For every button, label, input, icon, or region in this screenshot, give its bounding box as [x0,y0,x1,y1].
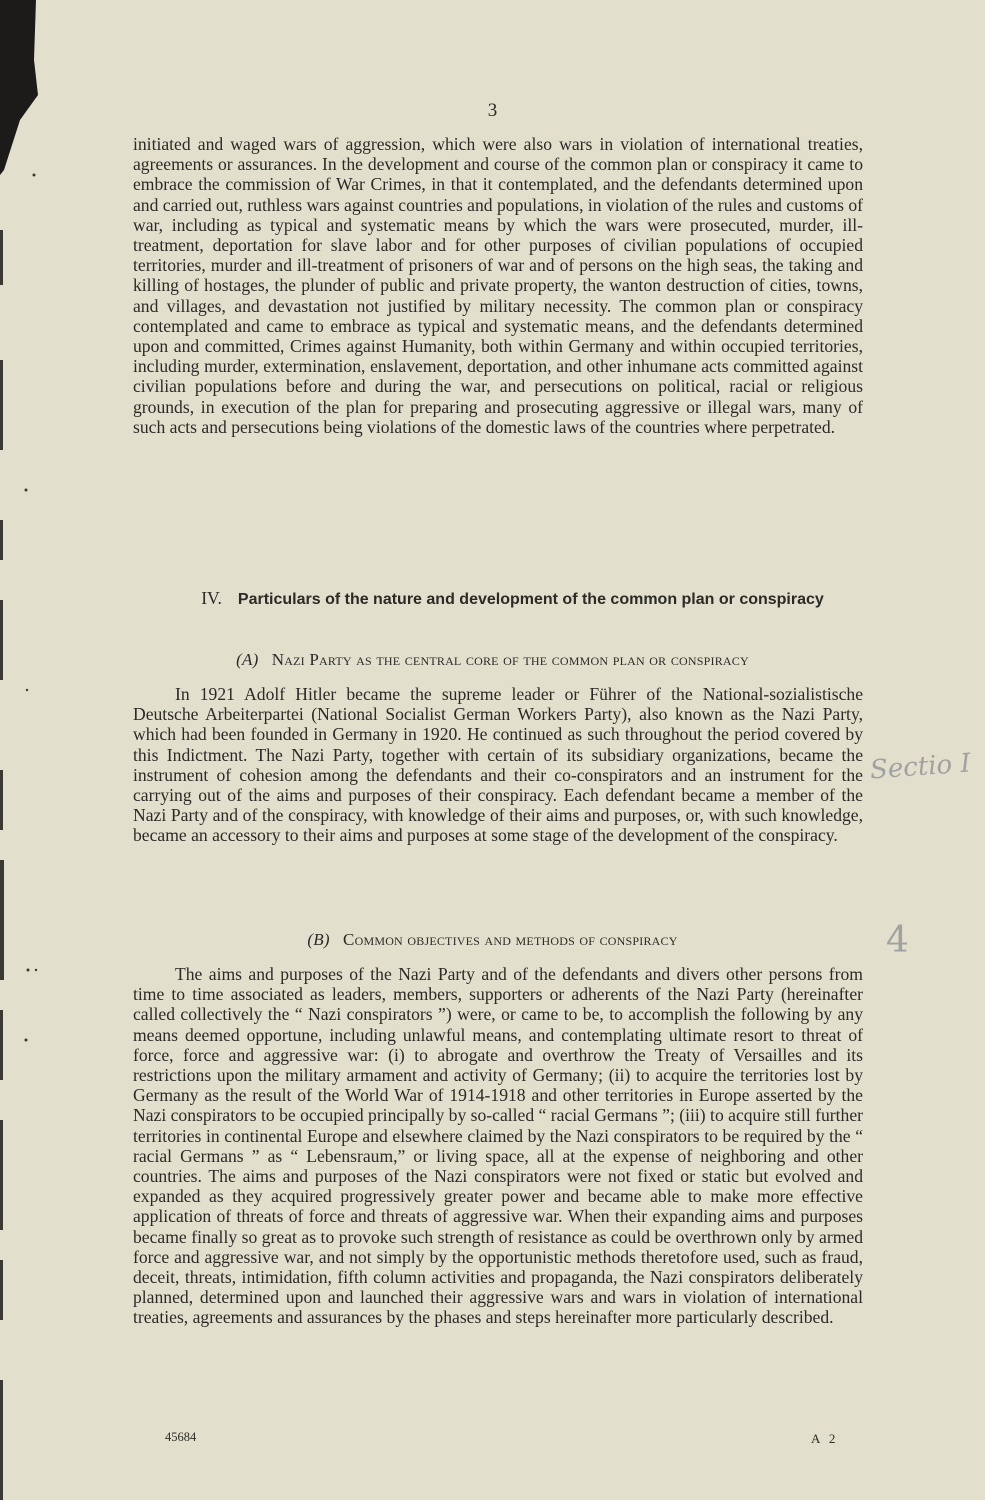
footer-signature-mark: A 2 [811,1431,839,1446]
subsection-a-heading [0,650,985,670]
paragraph-1: initiated and waged wars of aggression, which were also wars in violation of international treaties, agreements or assurances. In the development and course of the common plan or conspiracy it came to embrace the commission of War Crimes, in that it contemplated, and the defendants determined upon and carried out, ruthless wars against countries and populations, in violation of the rules and customs of war, including as typical and systematic means by which the wars were prosecuted, murder, ill-treatment, deportation for slave labor and for other purposes of civilian populations of occupied territories, murder and ill-treatment of prisoners of war and of persons on the high seas, the taking and killing of hostages, the plunder of public and private property, the wanton destruction of cities, towns, and villages, and devastation not justified by military necessity. The common plan or conspiracy contemplated and came to embrace as typical and systematic means, and the defendants determined upon and committed, Crimes against Humanity, both within Germany and within occupied territories, including murder, extermination, enslavement, deportation, and other inhumane acts committed against civilian populations before and during the war, and persecutions on political, racial or religious grounds, in execution of the plan for preparing and prosecuting aggressive or illegal wars, many of such acts and persecutions being violations of the domestic laws of the countries where perpetrated. [133,134,863,437]
section-title: Particulars of the nature and development of the common plan or conspiracy [237,591,824,608]
subsection-b-title: Common objectives and methods of conspiracy [343,930,678,949]
section-heading [160,588,865,610]
subsection-a-letter: (A) [236,650,259,669]
paragraph-3: The aims and purposes of the Nazi Party and of the defendants and divers other persons from time to time associated as leaders, members, supporters or adherents of the Nazi Party (hereinafter called collectively the “ Nazi conspirators ”) were, or came to be, to accomplish the following by any means deemed opportune, including unlawful means, and contemplating ultimate resort to threat of force, force and aggressive war: (i) to abrogate and overthrow the Treaty of Versailles and its restrictions upon the military armament and activity of Germany; (ii) to acquire the territories lost by Germany as the result of the World War of 1914-1918 and other territories in Europe asserted by the Nazi conspirators to be occupied principally by so-called “ racial Germans ”; (iii) to acquire still further territories in continental Europe and elsewhere claimed by the Nazi conspirators to be required by the “ racial Germans ” as “ Lebensraum,” or living space, all at the expense of neighboring and other countries. The aims and purposes of the Nazi conspirators were not fixed or static but evolved and expanded as they acquired progressively greater power and became able to make more effective application of threats of force and threats of aggressive war. When their expanding aims and purposes became finally so great as to provoke such strength of resistance as could be overthrown only by armed force and aggressive war, and not simply by the opportunistic methods theretofore used, such as fraud, deceit, threats, intimidation, fifth column activities and propaganda, the Nazi conspirators deliberately planned, determined upon and launched their aggressive wars and wars in violation of international treaties, agreements and assurances by the phases and steps hereinafter more particularly described. [133,964,863,1328]
subsection-b-letter: (B) [307,930,330,949]
torn-left-edge [0,0,40,1500]
section-number: IV. [201,588,222,608]
footer-print-number: 45684 [165,1430,197,1444]
handwritten-margin-note: Sectio I [869,748,972,786]
subsection-a-title: Nazi Party as the central core of the common plan or conspiracy [271,650,749,669]
subsection-b-heading [0,930,985,950]
page-number: 3 [487,100,498,121]
handwritten-margin-number: 4 [886,920,909,961]
paragraph-2: In 1921 Adolf Hitler became the supreme leader or Führer of the National-sozialistische Deutsche Arbeiterpartei (National Socialist German Workers Party), also known as the Nazi Party, which had been founded in Germany in 1920. He continued as such throughout the period covered by this Indictment. The Nazi Party, together with certain of its subsidiary organizations, became the instrument of cohesion among the defendants and their co-conspirators and an instrument for the carrying out of the aims and purposes of their conspiracy. Each defendant became a member of the Nazi Party and of the conspiracy, with knowledge of their aims and purposes, or, with such knowledge, became an accessory to their aims and purposes at some stage of the development of the conspiracy. [133,684,863,846]
